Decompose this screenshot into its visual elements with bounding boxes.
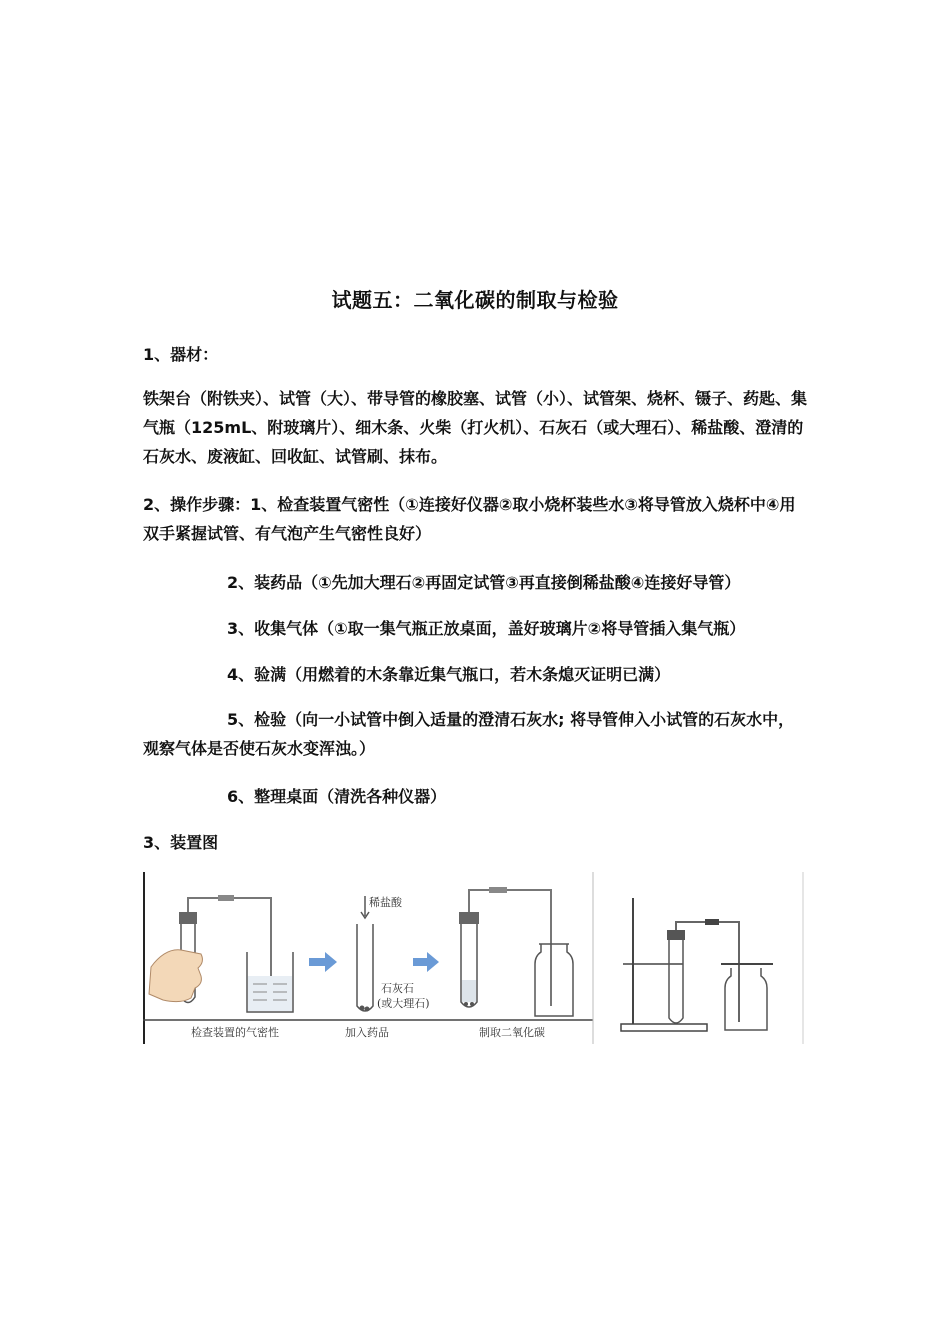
step-5-test: 5、检验（向一小试管中倒入适量的澄清石灰水; 将导管伸入小试管的石灰水中，观察气体是否使石灰水变浑浊。）: [143, 710, 795, 758]
step-4-check-full: 4、验满（用燃着的木条靠近集气瓶口，若木条熄灭证明已满）: [227, 665, 671, 684]
caption-make-co2: 制取二氧化碳: [479, 1026, 545, 1039]
arrow-right-icon: [413, 952, 439, 972]
label-stone-alt: (或大理石): [377, 997, 430, 1010]
label-stone: 石灰石: [381, 982, 414, 995]
arrow-right-icon: [309, 952, 337, 972]
step-6-tidy: 6、整理桌面（清洗各种仪器）: [227, 787, 447, 806]
iron-stand-setup: [621, 898, 773, 1031]
section-heading-apparatus: 3、装置图: [143, 833, 219, 852]
caption-add-reagents: 加入药品: [345, 1026, 389, 1039]
apparatus-diagram: [143, 872, 805, 1044]
step-3-collect-gas: 3、收集气体（①取一集气瓶正放桌面，盖好玻璃片②将导管插入集气瓶）: [227, 619, 746, 638]
section-heading-materials: 1、器材：: [143, 345, 219, 364]
step-2-add-reagents: 2、装药品（①先加大理石②再固定试管③再直接倒稀盐酸④连接好导管）: [227, 573, 741, 592]
label-acid: 稀盐酸: [369, 896, 402, 909]
airtightness-setup: [149, 895, 293, 1012]
page-title: 试题五：二氧化碳的制取与检验: [331, 288, 619, 312]
add-reagents-setup: [357, 895, 430, 1012]
step-1-airtightness: 2、操作步骤：1、检查装置气密性（①连接好仪器②取小烧杯装些水③将导管放入烧杯中④用双手紧握试管、有气泡产生气密性良好）: [143, 495, 796, 543]
apparatus-figure: [143, 872, 805, 1044]
materials-list: 铁架台（附铁夹）、试管（大）、带导管的橡胶塞、试管（小）、试管架、烧杯、镊子、药匙、集气瓶（125mL、附玻璃片）、细木条、火柴（打火机）、石灰石（或大理石）、稀盐酸、澄清的石灰水、废液缸、回收缸、试管刷、抹布。: [143, 389, 808, 466]
caption-airtightness: 检查装置的气密性: [191, 1026, 279, 1039]
co2-generation-setup: [459, 887, 573, 1016]
